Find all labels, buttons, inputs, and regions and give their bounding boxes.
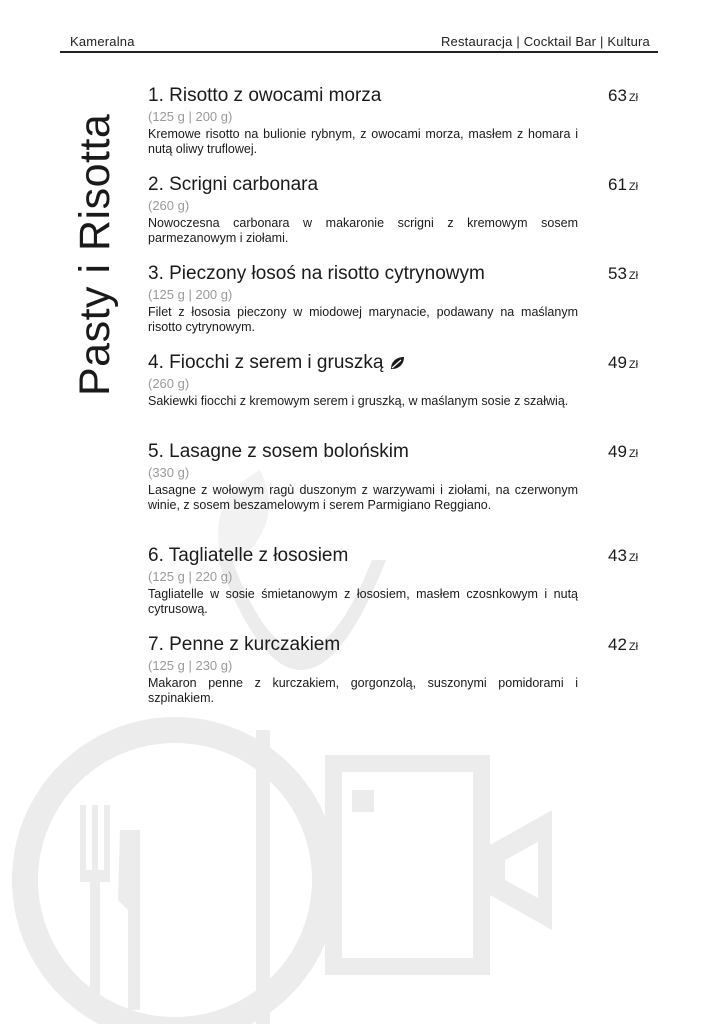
menu-item (148, 82, 658, 171)
menu-item-description: Filet z łososia pieczony w miodowej marynacie, podawany na maślanym risotto cytrynowym. (148, 305, 578, 334)
leaf-icon (389, 355, 405, 371)
menu-item-title: 5. Lasagne z sosem bolońskim (148, 441, 409, 462)
menu-item (148, 171, 658, 260)
header-tagline: Restauracja | Cocktail Bar | Kultura (440, 34, 650, 49)
watermark-frame (325, 755, 490, 975)
menu-item-description: Kremowe risotto na bulionie rybnym, z owocami morza, masłem z homara i nutą oliwy truflowej. (148, 127, 578, 156)
menu-item-title: 2. Scrigni carbonara (148, 174, 319, 195)
menu-item-price: 49 Zł (608, 442, 639, 461)
menu-item-description: Tagliatelle w sosie śmietanowym z łososiem, masłem czosnkowym i nutą cytrusową. (148, 587, 578, 616)
menu-item-price: 43 Zł (608, 546, 639, 565)
menu-item-description: Nowoczesna carbonara w makaronie scrigni z kremowym sosem parmezanowym i ziołami. (148, 216, 578, 245)
page-header (60, 32, 658, 52)
menu-item-price: 42 Zł (608, 635, 639, 654)
menu-item (148, 631, 658, 720)
menu-item-weight: (125 g | 220 g) (148, 569, 233, 584)
menu-item-title-row (148, 349, 405, 377)
menu-item-weight: (125 g | 200 g) (148, 109, 233, 124)
menu-item (148, 542, 658, 631)
menu-item (148, 260, 658, 349)
watermark-knife (118, 830, 140, 1010)
menu-item-price: 49 Zł (608, 353, 639, 372)
menu-item-title: 1. Risotto z owocami morza (148, 85, 382, 106)
menu-item-description: Makaron penne z kurczakiem, gorgonzolą, suszonymi pomidorami i szpinakiem. (148, 676, 578, 705)
watermark-fork (90, 880, 100, 1010)
menu-item-title: 6. Tagliatelle z łososiem (148, 545, 349, 566)
menu-item (148, 438, 658, 542)
header-divider (60, 51, 658, 53)
menu-item (148, 349, 658, 438)
brand-name: Kameralna (70, 34, 135, 49)
menu-item-price: 61 Zł (608, 175, 639, 194)
menu-item-title: 4. Fiocchi z serem i gruszką (148, 352, 384, 373)
menu-list (148, 82, 658, 720)
menu-item-description: Lasagne z wołowym ragù duszonym z warzywami i ziołami, na czerwonym winie, z sosem beszamelowym i serem Parmigiano Reggiano. (148, 483, 578, 512)
watermark-glass-stem (256, 730, 270, 1024)
menu-item-weight: (260 g) (148, 198, 190, 213)
section-title: Pasty i Risotta (71, 113, 119, 396)
menu-item-title: 3. Pieczony łosoś na risotto cytrynowym (148, 263, 485, 284)
menu-item-price: 63 Zł (608, 86, 639, 105)
menu-item-description: Sakiewki fiocchi z kremowym serem i gruszką, w maślanym sosie z szałwią. (148, 394, 569, 408)
menu-item-weight: (125 g | 200 g) (148, 287, 233, 302)
menu-item-title: 7. Penne z kurczakiem (148, 634, 341, 655)
watermark-circle (25, 730, 325, 1024)
menu-item-price: 53 Zł (608, 264, 639, 283)
menu-item-weight: (260 g) (148, 376, 190, 391)
menu-item-weight: (125 g | 230 g) (148, 658, 233, 673)
menu-item-weight: (330 g) (148, 465, 190, 480)
